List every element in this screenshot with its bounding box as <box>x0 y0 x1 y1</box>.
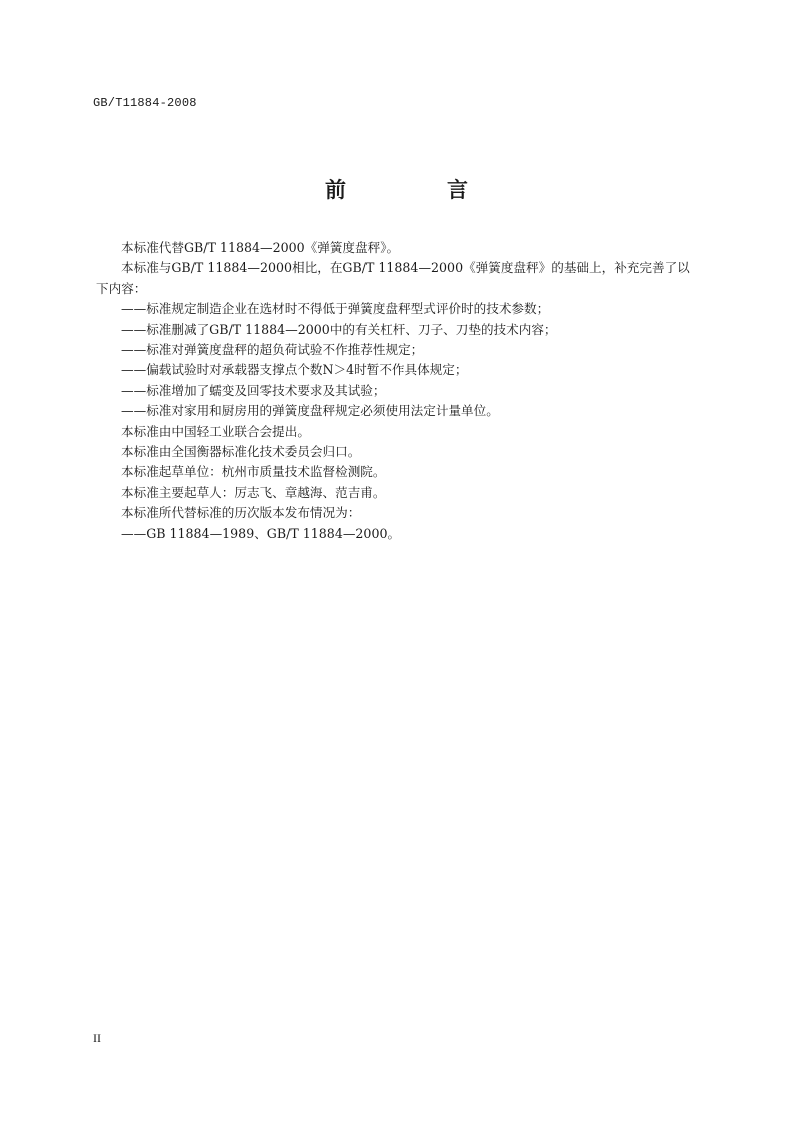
paragraph-comparison-line1: 本标准与GB/T 11884—2000相比，在GB/T 11884—2000《弹簧度盘秤》的基础上，补充完善了以 <box>121 260 690 276</box>
list-item: ——标准增加了蠕变及回零技术要求及其试验； <box>121 382 386 398</box>
paragraph-drafters: 本标准主要起草人：厉志飞、章越海、范吉甫。 <box>121 484 386 500</box>
page-number: II <box>93 1031 101 1045</box>
list-item: ——标准对家用和厨房用的弹簧度盘秤规定必须使用法定计量单位。 <box>121 403 499 419</box>
foreword-body <box>96 238 708 544</box>
list-item: ——偏载试验时对承载器支撑点个数N＞4时暂不作具体规定； <box>121 362 468 378</box>
list-item: ——标准删减了GB/T 11884—2000中的有关杠杆、刀子、刀垫的技术内容； <box>121 321 557 337</box>
paragraph-comparison-line2: 下内容： <box>96 280 147 296</box>
standard-code-header: GB/T11884-2008 <box>93 96 197 110</box>
paragraph-drafting-unit: 本标准起草单位：杭州市质量技术监督检测院。 <box>121 464 386 480</box>
list-item: ——标准对弹簧度盘秤的超负荷试验不作推荐性规定； <box>121 342 424 358</box>
paragraph-history-versions: ——GB 11884—1989、GB/T 11884—2000。 <box>121 525 401 541</box>
list-item: ——标准规定制造企业在选材时不得低于弹簧度盘秤型式评价时的技术参数； <box>121 301 550 317</box>
paragraph-history-intro: 本标准所代替标准的历次版本发布情况为： <box>121 505 361 521</box>
paragraph-proposed-by: 本标准由中国轻工业联合会提出。 <box>121 423 310 439</box>
page-title: 前 言 <box>325 177 508 202</box>
paragraph-managed-by: 本标准由全国衡器标准化技术委员会归口。 <box>121 444 361 460</box>
paragraph-replaces: 本标准代替GB/T 11884—2000《弹簧度盘秤》。 <box>121 240 400 255</box>
